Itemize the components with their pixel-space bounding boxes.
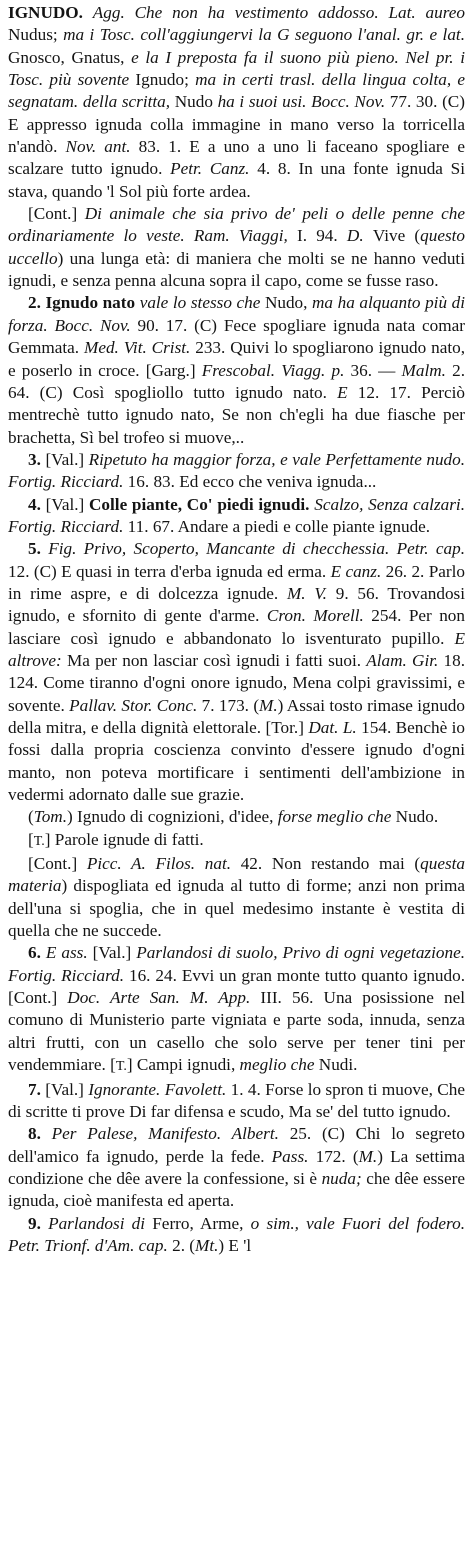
italic-text-run: D. [346,226,373,246]
text-run: 90. 17. (C) Fece spogliare ignuda nata comar Gemmata. [8,315,465,358]
text-run: 83. 1. E a uno a uno li faceano spogliare e scalzare tutto ignudo. [8,137,465,179]
italic-text-run: e la I preposta fa il suono più pieno. Nel pr. i Tosc. più sovente [8,47,465,90]
italic-text-run: Fig. Privo, Scoperto, Mancante di checchessia. Petr. cap. [48,539,465,559]
entry-paragraph-p-4 [8,494,465,539]
entry-paragraph-p-head [8,2,465,203]
text-run: [Val.] [45,449,89,469]
italic-text-run: Scalzo, Senza calzari. Fortig. Ricciard. [8,494,465,536]
bold-text-run: 8. [28,1124,52,1144]
bold-text-run: IGNUDO. [8,3,93,22]
entry-paragraph-p-9 [8,1213,465,1258]
italic-text-run: Pallav. Stor. Conc. [69,695,202,715]
entry-paragraph-p-t1 [8,829,465,853]
text-run: 254. Per non lasciare così ignudo e abbandonato lo isventurato pupillo. [8,606,465,648]
bold-text-run: 5. [28,539,49,559]
italic-text-run: M. [358,1146,378,1166]
text-run: 9. 56. Trovandosi ignudo, e sfornito di gente d'arme. [8,583,465,626]
text-run: 1. 4. Forse lo spron ti muove, Che di scritte ti prove Di far difensa e scudo, Ma se' del tutto ignudo. [8,1079,465,1121]
italic-text-run: Nov. ant. [65,137,139,157]
bold-text-run: Ignudo nato [45,293,140,313]
italic-text-run: Di animale che sia privo de' peli o delle penne che ordinariamente lo veste. Ram. Viaggi, [8,204,466,246]
italic-text-run: Parlandosi di suolo, Privo di ogni vegetazione. Fortig. Ricciard. [8,943,465,985]
text-run: 12. (C) E quasi in terra d'erba ignuda ed erma. [8,561,331,581]
text-run: [Cont.] [28,204,85,224]
text-run: [Val.] [45,494,90,514]
text-run: 12. 17. Perciò mentrechè tutto ignudo nato, Se non ch'egli ha due fiasche per brachetta, Sì bel trofeo si muove,.. [8,382,465,447]
italic-text-run: ma ha alquanto più di forza. Bocc. Nov. [8,293,465,335]
text-run: Nudo. [395,807,439,827]
text-run: [Val.] [45,1079,89,1099]
entry-paragraph-p-5 [8,538,465,806]
text-run: 42. Non restando mai ( [240,854,421,874]
text-run: 172. ( [315,1146,359,1166]
italic-text-run: o sim., vale Fuori del fodero. Petr. Trionf. d'Am. cap. [8,1213,466,1255]
italic-text-run: Per Palese, Manifesto. Albert. [51,1124,290,1144]
italic-text-run: Tom. [33,807,68,827]
italic-text-run: M. [259,695,278,715]
italic-text-run: Parlandosi di [48,1213,153,1233]
italic-text-run: Dat. L. [308,718,362,737]
italic-text-run: E altrove: [8,628,465,670]
entry-paragraph-p-7 [8,1079,465,1124]
text-run: 2. 64. (C) Così spogliollo tutto ignudo nato. [8,360,465,402]
italic-text-run: Petr. Canz. [170,159,258,179]
text-run: ) E 'l [218,1235,252,1255]
bold-text-run: 4. [28,494,46,514]
bold-text-run: 7. [28,1079,46,1099]
text-run: ) Ignudo di cognizioni, d'idee, [67,807,278,827]
italic-text-run: Frescobal. Viagg. p. [201,360,351,380]
italic-text-run: E canz. [330,561,386,581]
text-run: ] Parole ignude di fatti. [44,829,204,849]
text-run: Ma per non lasciar così ignudi i fatti suoi. [66,650,367,670]
text-run: ) una lunga età: di maniera che molti se ne hanno veduti ignudi, e senza penna alcuna sopra il capo, come se fusse raso. [8,248,465,291]
bold-text-run: 9. [28,1213,49,1233]
entry-paragraph-p-tom [8,806,465,828]
text-run: 7. 173. ( [201,695,260,715]
text-run: 36. — [350,360,402,380]
italic-text-run: nuda; [321,1168,367,1188]
text-run: 11. 67. Andare a piedi e colle piante ignude. [127,516,431,536]
text-run: che dêe essere ignuda, cioè manifesta ed aperta. [8,1168,465,1211]
text-run: 233. Quivi lo spogliarono ignudo nato, e poserlo in croce. [Garg.] [8,338,466,380]
text-run: 16. 24. Evvi un gran monte tutto quanto ignudo. [Cont.] [8,965,465,1008]
italic-text-run: Ignorante. Favolett. [88,1079,231,1099]
text-run: 26. 2. Parlo in rime aspre, e di dolcezza ignude. [8,561,465,603]
italic-text-run: meglio che [239,1055,319,1075]
bold-text-run: 3. [28,449,46,469]
italic-text-run: M. V. [286,583,336,603]
text-run: ) La settima condizione che dêe avere la confessione, si è [8,1146,465,1188]
text-run: III. 56. Una posissione nel comuno di Munisterio parte vigniata e parte soda, innuda, senza altri frutti, con un casello che solo serve per tener tini per vendemmiare. [ [8,988,465,1075]
entry-paragraph-p-2 [8,292,465,448]
text-run: ( [28,807,34,827]
text-run: Gnosco, Gnatus, [8,47,132,67]
text-run: T. [115,1059,127,1075]
text-run: 25. (C) Chi lo segreto dell'amico fa ignudo, perde la fede. [8,1124,466,1166]
text-run: [Cont.] [28,854,87,874]
italic-text-run: questo uccello [8,226,466,268]
italic-text-run: Med. Vit. Crist. [84,338,196,358]
text-run: Vive ( [372,226,421,246]
text-run: 18. 124. Come tiranno d'ogni onore ignudo, Mena colpi gravissimi, e sovente. [8,650,465,715]
text-run: Ignudo; [135,70,196,90]
italic-text-run: Ripetuto ha maggior forza, e vale Perfettamente nudo. Fortig. Ricciard. [8,449,466,492]
italic-text-run: Pass. [271,1146,316,1166]
entry-paragraph-p-cont2 [8,853,465,942]
italic-text-run: questa materia [8,854,466,896]
bold-text-run: 6. [28,943,46,963]
italic-text-run: ha i suoi usi. Bocc. Nov. [217,92,390,112]
italic-text-run: ma in certi trasl. della lingua colta, e segnatam. della scritta, [8,70,465,112]
entry-paragraph-p-6 [8,942,465,1078]
italic-text-run: ma i Tosc. coll'aggiungervi la G seguono l'anal. gr. e lat. [63,25,465,45]
text-run: 77. 30. (C) E appresso ignuda colla immagine in mano verso la torricella n'andò. [8,92,465,157]
text-run: 16. 83. Ed ecco che veniva ignuda... [127,472,377,492]
entry-paragraph-p-8 [8,1123,465,1212]
italic-text-run: forse meglio che [277,807,396,827]
text-run: ] Campi ignudi, [126,1055,240,1075]
italic-text-run: Picc. A. Filos. nat. [86,854,241,874]
entry-paragraph-p-cont1 [8,203,465,292]
text-run: 4. 8. In una fonte ignuda Si stava, quando 'l Sol più forte ardea. [8,159,466,201]
text-run: [ [28,829,34,849]
entry-paragraph-p-3 [8,449,465,494]
italic-text-run: Agg. Che non ha vestimento addosso. Lat. aureo [92,3,465,22]
text-run: Nudus; [8,25,64,45]
text-run: T. [33,833,45,849]
text-run: ) dispogliata ed ignuda al tutto di forme; anzi non prima dell'una si spoglia, che in quel medesimo instante è vestita di quella che ne succede. [8,876,465,941]
italic-text-run: Doc. Arte San. M. App. [67,988,261,1008]
text-run: Nudo, [264,293,313,313]
italic-text-run: E ass. [45,943,93,963]
italic-text-run: Cron. Morell. [266,606,372,626]
bold-text-run: Colle piante, Co' piedi ignudi. [89,494,315,514]
text-run: 154. Benchè io fossi dalla propria coscienza convinto d'essere ignudo d'ogni manto, non poteva mortificare i sentimenti dell'ambizione in vedermi adornato dalle sue grazie. [8,718,465,805]
text-run: 2. ( [172,1235,196,1255]
text-run: Nudo [174,92,218,112]
italic-text-run: vale lo stesso che [139,293,265,313]
italic-text-run: Alam. Gir. [366,650,444,670]
text-run: ) Assai tosto rimase ignudo della mitra, e della dignità elettorale. [Tor.] [8,695,465,737]
text-run: I. 94. [296,226,347,246]
text-run: Nudi. [318,1055,358,1075]
text-run: [Val.] [92,943,137,963]
italic-text-run: Mt. [195,1235,219,1255]
italic-text-run: Malm. [401,360,453,380]
italic-text-run: E [337,382,358,402]
text-run: Ferro, Arme, [152,1213,251,1233]
bold-text-run: 2. [28,293,46,313]
